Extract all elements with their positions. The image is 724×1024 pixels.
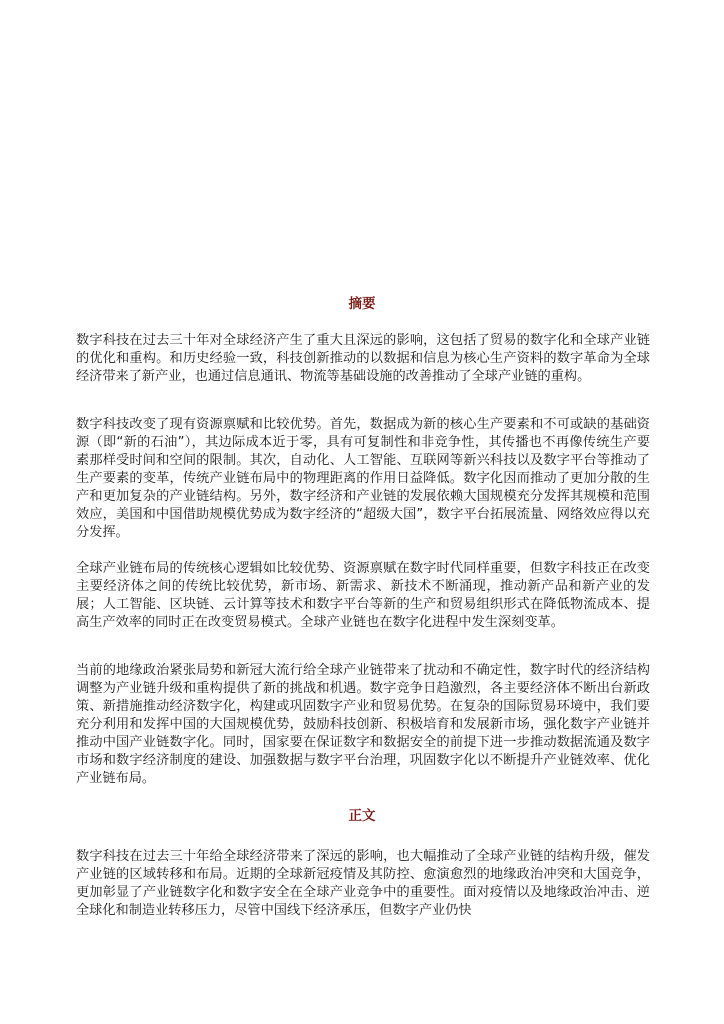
abstract-heading: 摘要 — [348, 296, 376, 312]
body-paragraph-1: 数字科技在过去三十年给全球经济带来了深远的影响，也大幅推动了全球产业链的结构升级，催发产业链的区域转移和布局。近期的全球新冠疫情及其防控、愈演愈烈的地缘政治冲突和大国竞争，更加彰显了产业链数字化和数字安全在全球产业竞争中的重要性。面对疫情以及地缘政治冲击、逆全球化和制造业转移压力，尽管中国线下经济承压，但数字产业仍快 — [76, 849, 650, 918]
abstract-paragraph-4: 当前的地缘政治紧张局势和新冠大流行给全球产业链带来了扰动和不确定性，数字时代的经济结构调整为产业链升级和重构提供了新的挑战和机遇。数字竞争日趋激烈，各主要经济体不断出台新政策、新措施推动经济数字化，构建或巩固数字产业和贸易优势。在复杂的国际贸易环境中，我们要充分利用和发挥中国的大国规模优势，鼓励科技创新、积极培育和发展新市场，强化数字产业链并推动中国产业链数字化。同时，国家要在保证数字和数据安全的前提下进一步推动数据流通及数字市场和数字经济制度的建设、加强数据与数字平台治理，巩固数字化以不断提升产业链效率、优化产业链布局。 — [76, 663, 650, 786]
body-heading: 正文 — [348, 808, 376, 824]
abstract-paragraph-2: 数字科技改变了现有资源禀赋和比较优势。首先，数据成为新的核心生产要素和不可或缺的基础资源（即“新的石油”），其边际成本近于零，具有可复制性和非竞争性，其传播也不再像传统生产要素那样受时间和空间的限制。其次，自动化、人工智能、互联网等新兴科技以及数字平台等推动了生产要素的变革，传统产业链布局中的物理距离的作用日益降低。数字化因而推动了更加分散的生产和更加复杂的产业链结构。另外，数字经济和产业链的发展依赖大国规模充分发挥其规模和范围效应，美国和中国借助规模优势成为数字经济的“超级大国”，数字平台拓展流量、网络效应得以充分发挥。 — [76, 417, 650, 540]
abstract-paragraph-3: 全球产业链布局的传统核心逻辑如比较优势、资源禀赋在数字时代同样重要，但数字科技正在改变主要经济体之间的传统比较优势，新市场、新需求、新技术不断涌现，推动新产品和新产业的发展；人工智能、区块链、云计算等技术和数字平台等新的生产和贸易组织形式在降低物流成本、提高生产效率的同时正在改变贸易模式。全球产业链也在数字化进程中发生深刻变革。 — [76, 561, 650, 630]
abstract-paragraph-1: 数字科技在过去三十年对全球经济产生了重大且深远的影响，这包括了贸易的数字化和全球产业链的优化和重构。和历史经验一致，科技创新推动的以数据和信息为核心生产资料的数字革命为全球经济带来了新产业，也通过信息通讯、物流等基础设施的改善推动了全球产业链的重构。 — [76, 333, 650, 384]
